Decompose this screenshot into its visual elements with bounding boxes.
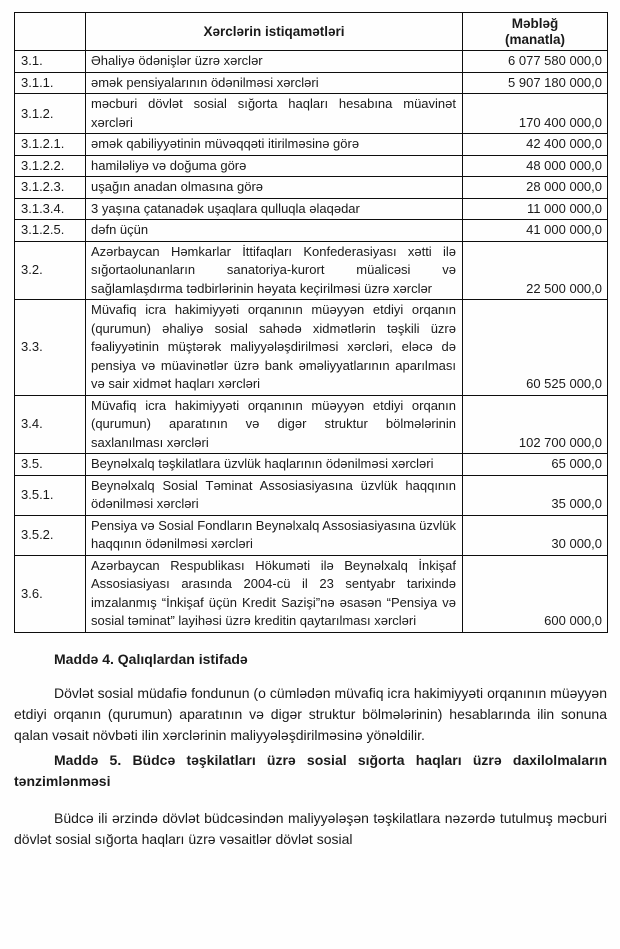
row-number: 3.1.1. (15, 72, 86, 94)
table-row (15, 220, 608, 242)
row-number: 3.1.3.4. (15, 198, 86, 220)
row-number: 3.1.2.1. (15, 134, 86, 156)
header-number-cell (15, 13, 86, 51)
row-description: Müvafiq icra hakimiyyəti orqanının müəyyən etdiyi orqanın (qurumun) aparatının və digər struktur bölmələrinin saxlanılması xərcləri (86, 395, 463, 454)
article-4-heading: Maddə 4. Qalıqlardan istifadə (54, 650, 248, 667)
header-amount-line1: Məbləğ (511, 15, 559, 31)
table-row (15, 475, 608, 515)
row-number: 3.6. (15, 555, 86, 632)
row-number: 3.1.2.3. (15, 177, 86, 199)
row-description: dəfn üçün (86, 220, 463, 242)
row-number: 3.2. (15, 241, 86, 300)
header-amount-line2: (manatla) (504, 31, 565, 47)
row-number: 3.1.2.5. (15, 220, 86, 242)
table-row (15, 177, 608, 199)
row-amount: 35 000,0 (463, 475, 608, 515)
row-amount: 30 000,0 (463, 515, 608, 555)
row-description: Beynəlxalq Sosial Təminat Assosiasiyasına üzvlük haqqının ödənilməsi xərcləri (86, 475, 463, 515)
table-row (15, 454, 608, 476)
row-amount: 170 400 000,0 (463, 94, 608, 134)
row-description: Müvafiq icra hakimiyyəti orqanının müəyyən etdiyi orqanın (qurumun) əhaliyə sosial sahədə xidmətlərin təşkili üzrə fəaliyyətinin müştərək maliyyələşdirilməsi xərcləri, eləcə də pensiya və müavinətlər üzrə bank əməliyyatlarının aparılması və sair xidmət haqları xərcləri (86, 300, 463, 396)
articles-section (14, 649, 607, 850)
table-row (15, 395, 608, 454)
row-description: uşağın anadan olmasına görə (86, 177, 463, 199)
row-amount: 41 000 000,0 (463, 220, 608, 242)
row-description: hamiləliyə və doğuma görə (86, 155, 463, 177)
table-row (15, 555, 608, 632)
row-number: 3.5.2. (15, 515, 86, 555)
row-number: 3.4. (15, 395, 86, 454)
article-4-paragraph: Dövlət sosial müdafiə fondunun (o cümlədən müvafiq icra hakimiyyəti orqanının müəyyən etdiyi orqanın (qurumun) aparatının və digər struktur bölmələrinin) hesablarında ilin sonuna qalan vəsait növbəti ilin xərclərinin maliyyələşdirilməsinə yönəldilir. (14, 684, 607, 743)
row-description: Əhaliyə ödənişlər üzrə xərclər (86, 51, 463, 73)
table-row (15, 515, 608, 555)
expense-table (14, 12, 608, 633)
row-description: əmək pensiyalarının ödənilməsi xərcləri (86, 72, 463, 94)
expense-table-body (15, 51, 608, 633)
row-description: əmək qabiliyyətinin müvəqqəti itirilməsinə görə (86, 134, 463, 156)
row-amount: 11 000 000,0 (463, 198, 608, 220)
row-description: 3 yaşına çatanadək uşaqlara qulluqla əlaqədar (86, 198, 463, 220)
row-description: məcburi dövlət sosial sığorta haqları hesabına müavinət xərcləri (86, 94, 463, 134)
table-row (15, 198, 608, 220)
header-amount-cell (463, 13, 608, 51)
row-amount: 102 700 000,0 (463, 395, 608, 454)
article-5-heading: Maddə 5. Büdcə təşkilatları üzrə sosial sığorta haqları üzrə daxilolmaların tənzimlənməsi (14, 751, 607, 789)
row-description: Pensiya və Sosial Fondların Beynəlxalq Assosiasiyasına üzvlük haqqının ödənilməsi xərcləri (86, 515, 463, 555)
table-header-row (15, 13, 608, 51)
row-number: 3.3. (15, 300, 86, 396)
row-amount: 42 400 000,0 (463, 134, 608, 156)
table-row (15, 72, 608, 94)
row-description: Azərbaycan Həmkarlar İttifaqları Konfederasiyası xətti ilə sığortaolunanların sanatoriya-kurort müalicəsi və sağlamlaşdırma tədbirlərinin həyata keçirilməsi üzrə xərclər (86, 241, 463, 300)
row-description: Beynəlxalq təşkilatlara üzvlük haqlarının ödənilməsi xərcləri (86, 454, 463, 476)
row-amount: 65 000,0 (463, 454, 608, 476)
row-amount: 600 000,0 (463, 555, 608, 632)
row-amount: 60 525 000,0 (463, 300, 608, 396)
row-number: 3.1. (15, 51, 86, 73)
row-amount: 6 077 580 000,0 (463, 51, 608, 73)
table-row (15, 155, 608, 177)
table-row (15, 94, 608, 134)
row-number: 3.5. (15, 454, 86, 476)
row-number: 3.1.2.2. (15, 155, 86, 177)
table-row (15, 134, 608, 156)
row-amount: 22 500 000,0 (463, 241, 608, 300)
row-number: 3.1.2. (15, 94, 86, 134)
row-amount: 48 000 000,0 (463, 155, 608, 177)
row-number: 3.5.1. (15, 475, 86, 515)
table-row (15, 51, 608, 73)
row-amount: 28 000 000,0 (463, 177, 608, 199)
article-5-paragraph: Büdcə ili ərzində dövlət büdcəsindən maliyyələşən təşkilatlara nəzərdə tutulmuş məcburi dövlət sosial sığorta haqları üzrə vəsaitlər dövlət sosial (14, 809, 607, 847)
row-description: Azərbaycan Respublikası Hökuməti ilə Beynəlxalq İnkişaf Assosiasiyası arasında 2004-cü il 23 sentyabr tarixində imzalanmış “İnkişaf üçün Kredit Sazişi”nə əsasən “Pensiya və sosial təminat” layihəsi üzrə kreditin qaytarılması xərcləri (86, 555, 463, 632)
header-direction-cell: Xərclərin istiqamətləri (86, 13, 463, 51)
table-row (15, 241, 608, 300)
table-row (15, 300, 608, 396)
row-amount: 5 907 180 000,0 (463, 72, 608, 94)
